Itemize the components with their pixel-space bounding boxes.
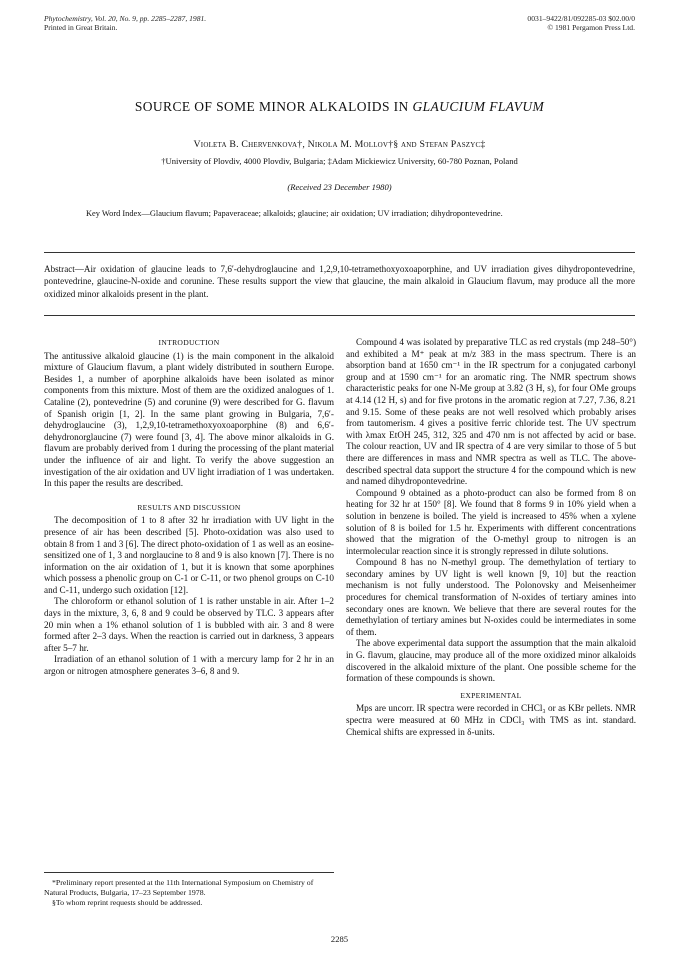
compound-8-paragraph: Compound 8 has no N-methyl group. The demethylation of tertiary to secondary amines by UV light is well known [9, 10] but the reaction mechanism is not fully understood. The Polonovsky and Meisenheimer procedures for chemical transformation of N-oxides of tertiary amines into secondary ones are known. We believe that there are several routes for the demethylation of tertiary amines but N-oxides could be intermediates in some of them. — [346, 557, 636, 637]
affiliation: †University of Plovdiv, 4000 Plovdiv, Bulgaria; ‡Adam Mickiewicz University, 60-780 Poznan, Poland — [161, 156, 518, 166]
footnote-rule — [44, 872, 334, 873]
introduction-heading: INTRODUCTION — [158, 338, 220, 347]
compound-4-paragraph: Compound 4 was isolated by preparative TLC as red crystals (mp 248–50°) and exhibited a M⁺ peak at m/z 383 in the mass spectrum. There is an absorption band at 1650 cm⁻¹ in the IR spectrum for a conjugated carbonyl group and at 1590 cm⁻¹ for an aromatic ring. The NMR spectrum shows characteristic peaks for one N-Me group at 3.82 (3 H, s), for four OMe groups at 4.14 (12 H, s) and for five protons in the aromatic region at 7.27, 7.36, 8.21 and 9.15. Some of these peaks are not well resolved which probably arises from tautomerism. 4 gives a positive ferric chloride test. The UV spectrum with λmax EtOH 245, 312, 325 and 470 nm is not affected by acid or base. The colour reaction, UV and IR spectra of 4 are very similar to those of 5 but there are differences in mass and NMR spectra as well as TLC. The above-described spectral data support the structure 4 for the compound which is new and named dihydropontevedrine. — [346, 337, 636, 487]
article-code: 0031–9422/81/092285-03 $02.00/0 — [527, 14, 635, 23]
conclusion-paragraph: The above experimental data support the assumption that the main alkaloid in G. flavum, glaucine, may produce all of the more oxidized minor alkaloids discovered in the alkaloid mixture of the plant. One possible scheme for the formation of these compounds is shown. — [346, 638, 636, 684]
divider-bottom — [44, 315, 635, 316]
key-word-index: Key Word Index—Glaucium flavum; Papaveraceae; alkaloids; glaucine; air oxidation; UV irradiation; dihydropontevedrine. — [86, 209, 503, 218]
results-paragraph-1: The decomposition of 1 to 8 after 32 hr irradiation with UV light in the presence of air has been described [5]. Photo-oxidation was also used to obtain 8 from 1 and 3 [6]. The direct photo-oxidation of 1 as well as an eosine-sensitized one of 1, 3 and norglaucine to 8 and 9 is also known [7]. There is no information on the air oxidation of 1, but it is known that some aporphines which possess a phenolic group on C-1 or C-11, or two phenol groups on C-10 and C-11, undergo such oxidation [12]. — [44, 515, 334, 595]
left-column — [44, 337, 334, 678]
authors: Violeta B. Chervenkova†, Nikola M. Mollov†§ and Stefan Paszyc‡ — [193, 139, 486, 150]
experimental-heading: EXPERIMENTAL — [460, 690, 522, 700]
journal-citation: Phytochemistry, Vol. 20, No. 9, pp. 2285–2287, 1981. — [44, 14, 207, 23]
article-title — [0, 99, 679, 115]
results-heading: RESULTS AND DISCUSSION — [137, 502, 241, 512]
page-number: 2285 — [330, 934, 349, 944]
received-date: (Received 23 December 1980) — [287, 182, 392, 192]
compound-9-paragraph: Compound 9 obtained as a photo-product can also be formed from 8 on heating for 32 hr at 150° [8]. We found that 8 forms 9 in 10% yield when a solution in benzene is boiled. The yield is increased to 45% when a xylene solution of 8 is boiled for 1.5 hr. Experiments with different concentrations showed that the migration of the O-methyl group to nitrogen is an intermolecular reaction since it is strongly repressed in dilute solutions. — [346, 487, 636, 556]
divider-top — [44, 252, 635, 253]
footnotes — [44, 878, 334, 908]
title-species: GLAUCIUM FLAVUM — [412, 99, 545, 114]
printed-note: Printed in Great Britain. — [44, 23, 118, 32]
right-column — [346, 337, 636, 738]
results-paragraph-2: The chloroform or ethanol solution of 1 is rather unstable in air. After 1–2 days in the mixture, 3, 6, 8 and 9 could be observed by TLC. 3 appears after 20 min when a 1% ethanol solution of 1 is bubbled with air. 3 and 8 were formed after 2–3 days. When the reaction is carried out in darkness, 3 appears after 5–7 hr. — [44, 596, 334, 653]
footnote-1: *Preliminary report presented at the 11th International Symposium on Chemistry of Natural Products, Bulgaria, 17–23 September 1978. — [44, 878, 314, 897]
footnote-2: §To whom reprint requests should be addressed. — [52, 898, 203, 907]
title-main: SOURCE OF SOME MINOR ALKALOIDS IN — [134, 99, 409, 114]
experimental-text: Mps are uncorr. IR spectra were recorded in CHCl₃ or as KBr pellets. NMR spectra were measured at 60 MHz in CDCl₃ with TMS as int. standard. Chemical shifts are expressed in δ-units. — [346, 703, 636, 737]
copyright: © 1981 Pergamon Press Ltd. — [547, 23, 635, 32]
abstract: Abstract—Air oxidation of glaucine leads to 7,6′-dehydroglaucine and 1,2,9,10-tetramethoxyoxoaporphine, and UV irradiation gives dihydropontevedrine, pontevedrine, glaucine-N-oxide and corunine. These results support the view that glaucine, the main alkaloid in Glaucium flavum, may produce all the more oxidized minor alkaloids present in the plant. — [44, 264, 635, 299]
results-paragraph-3: Irradiation of an ethanol solution of 1 with a mercury lamp for 2 hr in an argon or nitrogen atmosphere generates 3–6, 8 and 9. — [44, 654, 334, 677]
introduction-text: The antitussive alkaloid glaucine (1) is the main component in the alkaloid mixture of Glaucium flavum, a plant widely distributed in southern Europe. Besides 1, a number of aporphine alkaloids have been isolated as minor components from this mixture. Most of them are the oxidized analogues of 1. Cataline (2), pontevedrine (5) and corunine (9) were described for G. flavum of Spanish origin [1, 2]. In the same plant growing in Bulgaria, 7,6′-dehydroglaucine (3), 1,2,9,10-tetramethoxyoxoaporphine (8) and 6,6′-dehydronorglaucine (7) were found [3, 4]. The above minor alkaloids in G. flavum are probably derived from 1 during the processing of the plant material under the influence of air and light. To verify the above suggestion an investigation of the air oxidation and UV light irradiation of 1 was undertaken. In this paper the results are described. — [44, 350, 334, 489]
